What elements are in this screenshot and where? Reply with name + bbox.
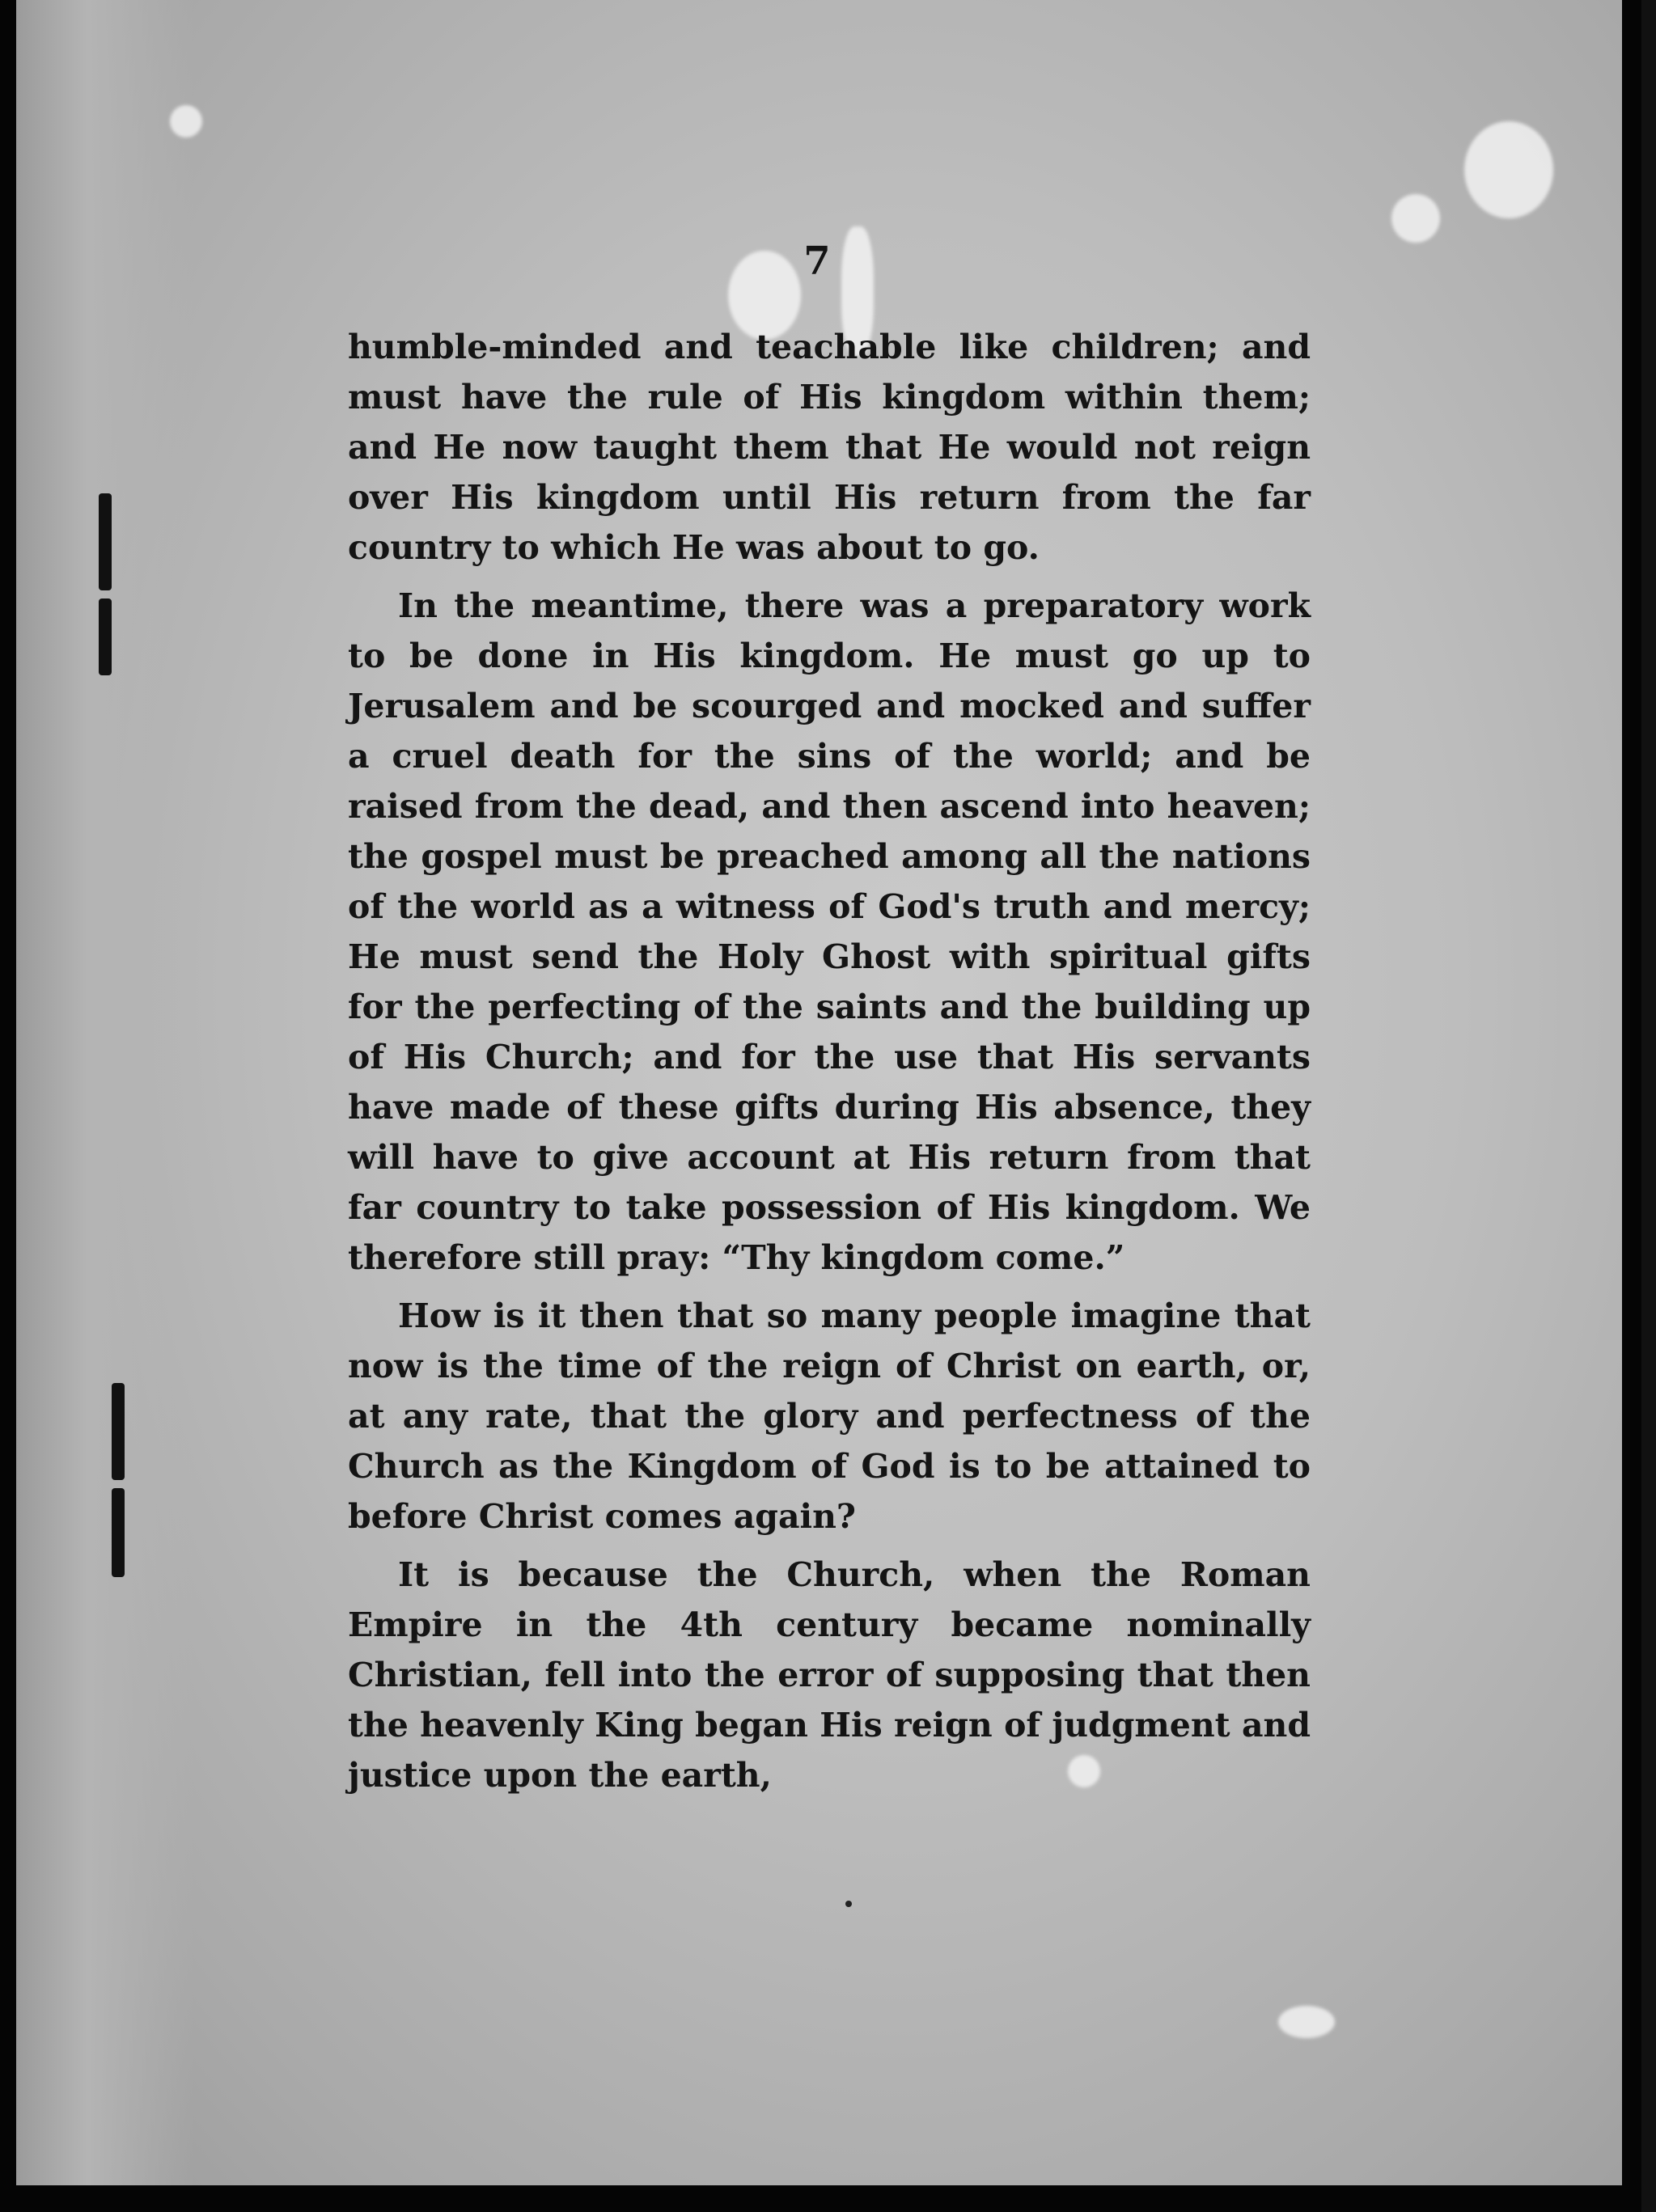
binding-mark: [99, 493, 112, 590]
body-text: [348, 322, 1311, 1808]
paragraph: In the meantime, there was a preparatory work to be done in His kingdom. He must go up to Jerusalem and be scourged and mocked and suffer a cruel death for the sins of the world; and be raised from the dead, and then ascend into heaven; the gospel must be preached among all the nations of the world as a witness of God's truth and mercy; He must send the Holy Ghost with spiritual gifts for the perfecting of the saints and the building up of His Church; and for the use that His servants have made of these gifts during His absence, they will have to give account at His return from that far country to take possession of His kingdom. We therefore still pray: “Thy kingdom come.”: [348, 586, 1311, 1277]
scan-blot: [1278, 2006, 1335, 2038]
scan-blot: [1464, 121, 1553, 218]
scan-blot: [170, 105, 202, 137]
paragraph: It is because the Church, when the Roman Empire in the 4th century became nominally Christian, fell into the error of supposing that then the heavenly King began His reign of judgment and justice upon the earth,: [348, 1555, 1311, 1795]
scan-blot: [1391, 194, 1440, 243]
binding-mark: [112, 1383, 125, 1480]
paragraph: humble-minded and teachable like children; and must have the rule of His kingdom within them; and He now taught them that He would not reign over His kingdom until His return from the far country to which He was about to go.: [348, 328, 1311, 567]
scan-speck: [845, 1901, 852, 1907]
paragraph: How is it then that so many people imagine that now is the time of the reign of Christ on earth, or, at any rate, that the glory and perfectness of the Church as the Kingdom of God is to be attained to before Christ comes again?: [348, 1296, 1311, 1536]
page-number: 7: [803, 239, 831, 284]
document-page: [16, 0, 1622, 2185]
binding-mark: [112, 1488, 125, 1577]
scan-edge: [1641, 0, 1656, 2212]
binding-mark: [99, 598, 112, 675]
